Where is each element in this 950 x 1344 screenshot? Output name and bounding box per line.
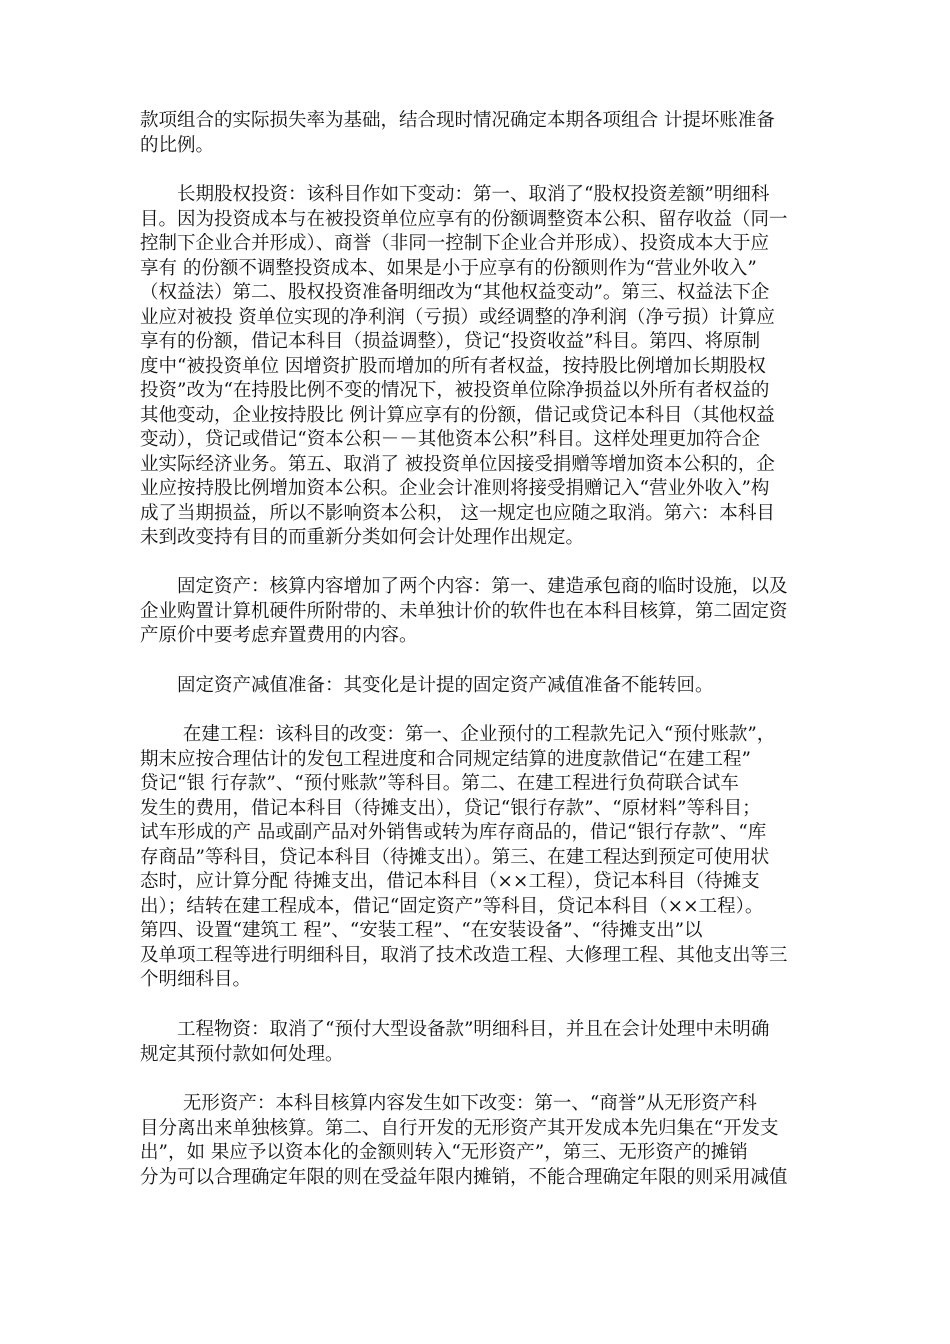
text-line: 固定资产：核算内容增加了两个内容：第一、建造承包商的临时设施，以及 [140,576,788,597]
text-line: 享有 的份额不调整投资成本、如果是小于应享有的份额则作为“营业外收入” [140,257,757,279]
text-line: 业应对被投 资单位实现的净利润（亏损）或经调整的净利润（净亏损）计算应 [140,306,775,328]
text-line: 享有的份额，借记本科目（损益调整），贷记“投资收益”科目。第四、将原制 [140,331,761,352]
text-line: 未到改变持有目的而重新分类如何会计处理作出规定。 [140,527,585,548]
text-line: 控制下企业合并形成）、商誉（非同一控制下企业合并形成）、投资成本大于应 [140,233,770,254]
text-line: 长期股权投资：该科目作如下变动：第一、取消了“股权投资差额”明细科 [140,184,770,205]
text-line: 产原价中要考虑弃置费用的内容。 [140,625,418,646]
text-line: 分为可以合理确定年限的则在受益年限内摊销，不能合理确定年限的则采用减值 [140,1166,788,1188]
text-line: 个明细科目。 [140,969,252,990]
text-line: 业应按持股比例增加资本公积。企业会计准则将接受捐赠记入“营业外收入”构 [140,478,770,499]
text-line: 试车形成的产 品或副产品对外销售或转为库存商品的，借记“银行存款”、“库 [140,822,767,843]
text-line: 其他变动，企业按持股比 例计算应享有的份额，借记或贷记本科目（其他权益 [140,404,775,426]
text-line: 存商品”等科目，贷记本科目（待摊支出）。第三、在建工程达到预定可使用状 [140,846,770,868]
text-line: 期末应按合理估计的发包工程进度和合同规定结算的进度款借记“在建工程” [140,748,751,770]
text-line: 出）；结转在建工程成本，借记“固定资产”等科目，贷记本科目（××工程）。 [140,895,764,917]
text-line: 第四、设置“建筑工 程”、“安装工程”、“在安装设备”、“待摊支出”以 [140,920,703,941]
text-line: 度中“被投资单位 因增资扩股而增加的所有者权益，按持股比例增加长期股权 [140,355,766,377]
text-line: 贷记“银 行存款”、“预付账款”等科目。第二、在建工程进行负荷联合试车 [140,773,739,794]
text-line: 变动），贷记或借记“资本公积－－其他资本公积”科目。这样处理更加符合企 [140,429,761,450]
text-line: 及单项工程等进行明细科目，取消了技术改造工程、大修理工程、其他支出等三 [140,944,788,966]
text-line: 业实际经济业务。第五、取消了 被投资单位因接受捐赠等增加资本公积的，企 [140,453,775,475]
paragraph-fixed-assets [140,575,800,649]
paragraph-bad-debt [140,109,800,158]
text-line: 企业购置计算机硬件所附带的、未单独计价的软件也在本科目核算，第二固定资 [140,600,788,622]
text-line: 出”，如 果应予以资本化的金额则转入“无形资产”，第三、无形资产的摊销 [140,1142,748,1163]
text-line: 的比例。 [140,134,215,156]
text-line: 固定资产减值准备：其变化是计提的固定资产减值准备不能转回。 [140,675,714,696]
text-line: 在建工程：该科目的改变：第一、企业预付的工程款先记入“预付账款”， [140,724,776,745]
paragraph-construction-in-progress [140,723,800,993]
paragraph-engineering-materials [140,1018,800,1067]
text-line: 投资”改为“在持股比例不变的情况下，被投资单位除净损益以外所有者权益的 [140,380,770,401]
text-line: 发生的费用，借记本科目（待摊支出），贷记“银行存款”、“原材料”等科目； [140,797,761,819]
text-line: 规定其预付款如何处理。 [140,1043,344,1065]
paragraph-long-term-equity [140,183,800,551]
text-line: 款项组合的实际损失率为基础，结合现时情况确定本期各项组合 计提坏账准备 [140,110,775,131]
text-line: （权益法）第二、股权投资准备明细改为“其他权益变动”。第三、权益法下企 [140,282,770,303]
text-line: 无形资产：本科目核算内容发生如下改变：第一、“商誉”从无形资产科 [140,1093,757,1114]
paragraph-intangible-assets [140,1092,800,1190]
text-line: 目分离出来单独核算。第二、自行开发的无形资产其开发成本先归集在“开发支 [140,1117,779,1139]
text-line: 态时，应计算分配 待摊支出，借记本科目（××工程），贷记本科目（待摊支 [140,871,760,892]
text-line: 成了当期损益，所以不影响资本公积， 这一规定也应随之取消。第六：本科目 [140,502,775,524]
text-line: 工程物资：取消了“预付大型设备款”明细科目，并且在会计处理中未明确 [140,1019,770,1040]
text-line: 目。因为投资成本与在被投资单位应享有的份额调整资本公积、留存收益（同一 [140,208,788,230]
paragraph-fixed-asset-impairment [140,674,800,699]
